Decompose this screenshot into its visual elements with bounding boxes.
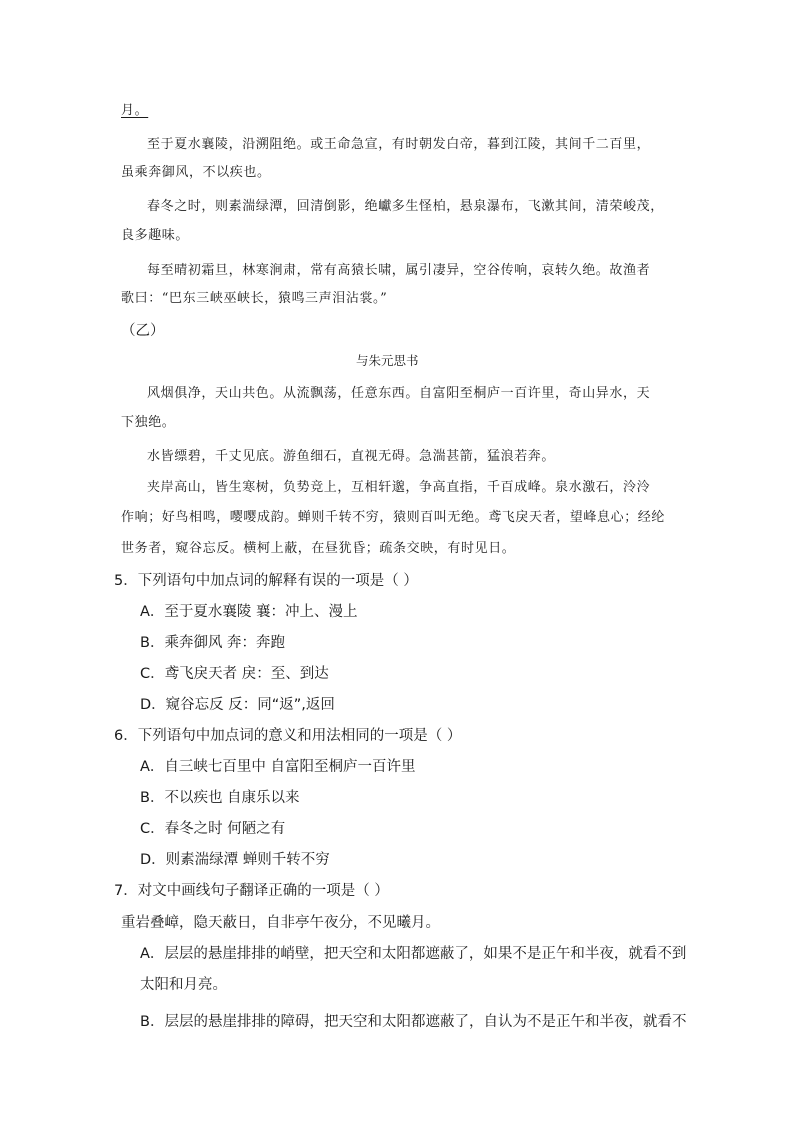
passage-jia-line-5: 每至晴初霜旦，林寒涧肃，常有高猿长啸，属引凄异，空谷传响，哀转久绝。故渔者 xyxy=(147,263,651,278)
question-7-sentence: 重岩叠嶂，隐天蔽日，自非亭午夜分，不见曦月。 xyxy=(121,915,440,931)
passage-yi-line-2: 水皆缥碧，千丈见底。游鱼细石，直视无碍。急湍甚箭，猛浪若奔。 xyxy=(147,449,556,464)
passage-yi-line-5: 世务者，窥谷忘反。横柯上蔽，在昼犹昏；疏条交映，有时见日。 xyxy=(121,541,516,556)
question-6-option-d: D．则素湍绿潭 蝉则千转不穷 xyxy=(140,852,330,868)
question-7-option-a: A．层层的悬崖排排的峭壁，把天空和太阳都遮蔽了，如果不是正午和半夜，就看不到 xyxy=(140,946,687,962)
passage-yi-title: 与朱元思书 xyxy=(356,353,419,368)
question-6-option-c: C．春冬之时 何陋之有 xyxy=(140,821,286,837)
passage-yi-line-0: 风烟俱净，天山共色。从流飘荡，任意东西。自富阳至桐庐一百许里，奇山异水，天 xyxy=(147,386,651,401)
question-5-stem: 5．下列语句中加点词的解释有误的一项是（ ） xyxy=(114,573,418,589)
question-6-stem: 6．下列语句中加点词的意义和用法相同的一项是（ ） xyxy=(114,728,462,744)
question-7-stem: 7．对文中画线句子翻译正确的一项是（ ） xyxy=(114,883,389,899)
passage-yi-line-4: 作响；好鸟相鸣，嘤嘤成韵。蝉则千转不穷，猿则百叫无绝。鸢飞戾天者，望峰息心；经纶 xyxy=(121,510,666,525)
passage-jia-line-1: 至于夏水襄陵，沿溯阻绝。或王命急宣，有时朝发白帝，暮到江陵，其间千二百里， xyxy=(147,137,651,152)
question-5-option-a: A．至于夏水襄陵 襄：冲上、漫上 xyxy=(140,604,358,620)
question-5-option-d: D．窥谷忘反 反：同“返”,返回 xyxy=(140,697,335,713)
passage-jia-line-3: 春冬之时，则素湍绿潭，回清倒影，绝巘多生怪柏，悬泉瀑布，飞漱其间，清荣峻茂， xyxy=(147,199,664,214)
passage-jia-line-6: 歌曰：“巴东三峡巫峡长，猿鸣三声泪沾裳。” xyxy=(121,291,388,306)
question-6-option-b: B．不以疾也 自康乐以来 xyxy=(140,790,300,806)
question-5-option-c: C．鸢飞戾天者 戾：至、到达 xyxy=(140,666,329,682)
passage-jia-line-0: 月。 xyxy=(121,103,149,118)
question-5-option-b: B．乘奔御风 奔：奔跑 xyxy=(140,635,286,651)
passage-jia-line-2: 虽乘奔御风，不以疾也。 xyxy=(121,165,271,180)
question-7-option-a-cont: 太阳和月亮。 xyxy=(140,977,227,993)
passage-jia-line-4: 良多趣味。 xyxy=(121,228,190,243)
passage-yi-label: （乙） xyxy=(121,323,165,339)
question-7-option-b: B．层层的悬崖排排的障碍，把天空和太阳都遮蔽了，自认为不是正午和半夜，就看不 xyxy=(140,1014,687,1030)
passage-yi-line-1: 下独绝。 xyxy=(121,415,176,430)
passage-yi-line-3: 夹岸高山，皆生寒树，负势竞上，互相轩邈，争高直指，千百成峰。泉水激石，泠泠 xyxy=(147,480,651,495)
question-6-option-a: A．自三峡七百里中 自富阳至桐庐一百许里 xyxy=(140,759,416,775)
